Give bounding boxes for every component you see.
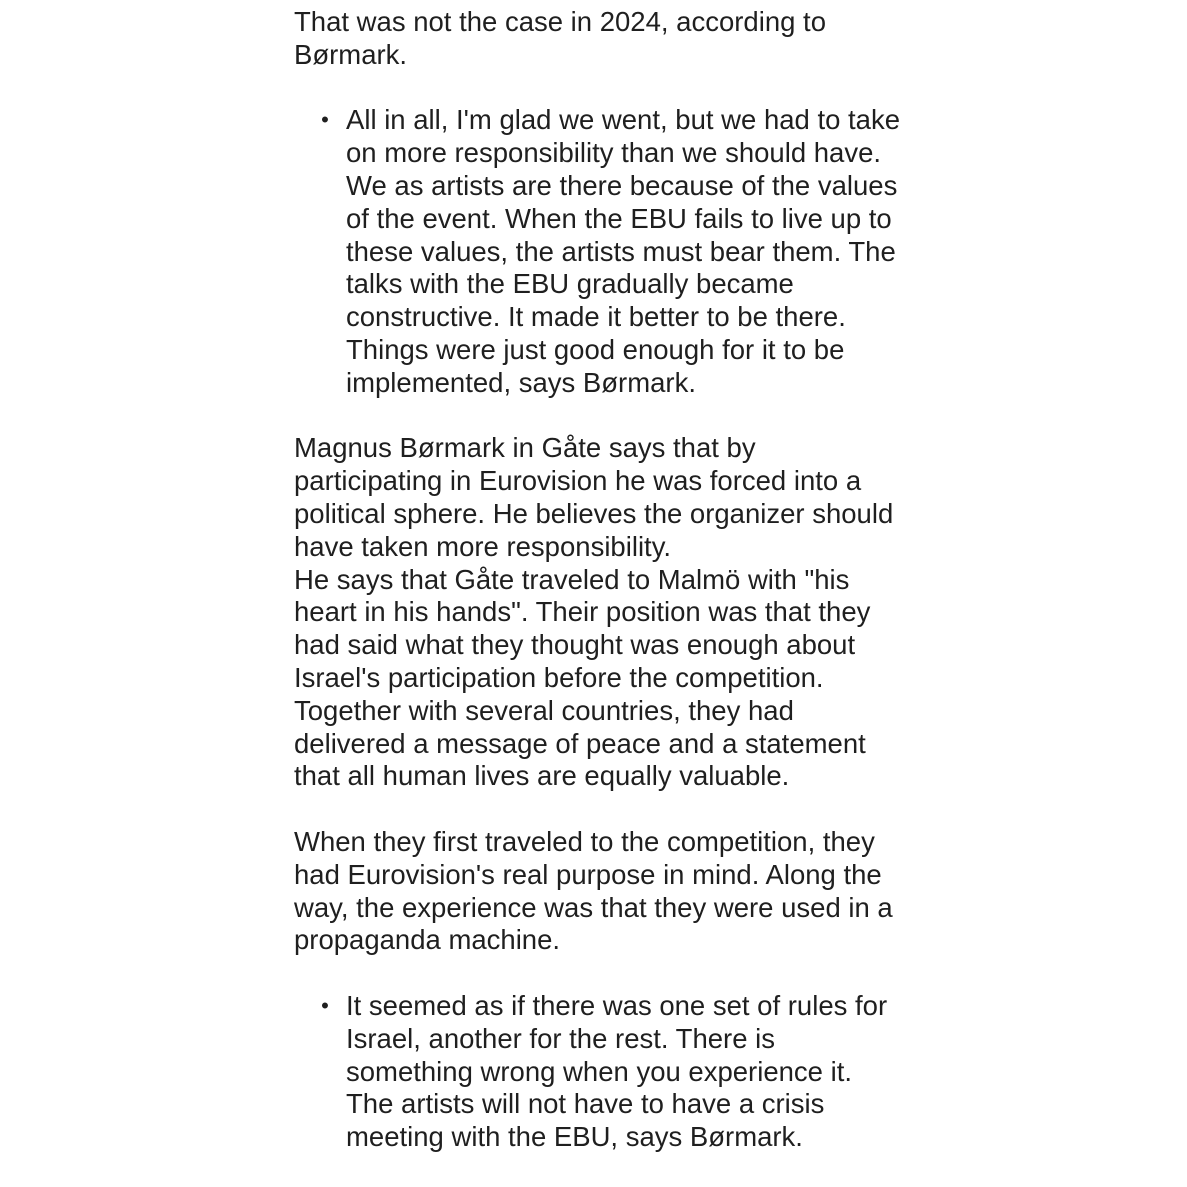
paragraph-malmo-travel: He says that Gåte traveled to Malmö with "his heart in his hands". Their position was that they had said what they thought was enough about Israel's participation before the competition. Together with several countries, they had delivered a message of peace and a statement that all human lives are equally valuable. — [294, 563, 871, 792]
paragraph-spacer — [294, 793, 904, 826]
quote-item — [294, 990, 904, 1154]
paragraph-spacer — [294, 72, 904, 105]
article-body — [294, 6, 904, 1154]
paragraph-bormark-political: Magnus Børmark in Gåte says that by participating in Eurovision he was forced into a political sphere. He believes the organizer should have taken more responsibility. — [294, 432, 894, 562]
quote-text: It seemed as if there was one set of rules for Israel, another for the rest. There is something wrong when you experience it. The artists will not have to have a crisis meeting with the EBU, says Børmark. — [346, 989, 888, 1153]
quote-list-1 — [294, 104, 904, 399]
quote-text: All in all, I'm glad we went, but we had to take on more responsibility than we should have. We as artists are there because of the values of the event. When the EBU fails to live up to these values, the artists must bear them. The talks with the EBU gradually became constructive. It made it better to be there. Things were just good enough for it to be implemented, says Børmark. — [346, 104, 901, 398]
paragraph-spacer — [294, 400, 904, 433]
quote-item — [294, 104, 904, 399]
paragraph-spacer — [294, 957, 904, 990]
quote-list-2 — [294, 990, 904, 1154]
paragraph-propaganda: When they first traveled to the competition, they had Eurovision's real purpose in mind. Along the way, the experience was that they were used in a propaganda machine. — [294, 825, 893, 956]
paragraph-intro: That was not the case in 2024, according to Børmark. — [294, 6, 826, 70]
bullet-icon: • — [321, 107, 329, 133]
bullet-icon: • — [321, 992, 329, 1018]
